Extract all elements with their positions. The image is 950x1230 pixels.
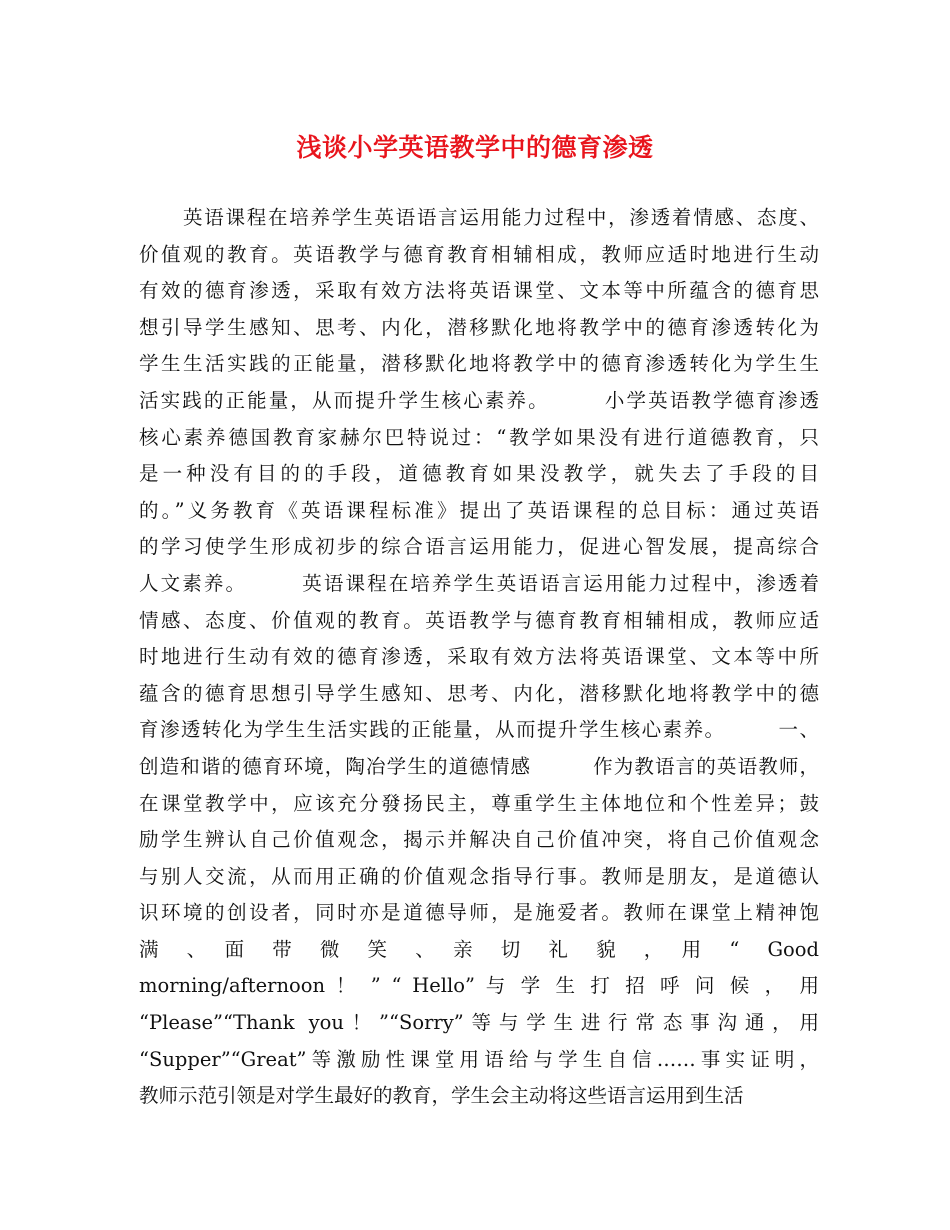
document-body — [139, 200, 819, 1115]
body-line: 识环境的创设者，同时亦是道德导师，是施爱者。教师在课堂上精神饱 — [139, 901, 819, 925]
body-line: 励学生辨认自己价值观念，揭示并解决自己价值冲突，将自己价值观念 — [139, 828, 819, 852]
body-line: 活实践的正能量，从而提升学生核心素养。 小学英语教学德育渗透 — [139, 388, 819, 412]
body-line: 时地进行生动有效的德育渗透，采取有效方法将英语课堂、文本等中所 — [139, 645, 819, 669]
body-line: 情感、态度、价值观的教育。英语教学与德育教育相辅相成，教师应适 — [139, 608, 819, 632]
body-line: 英语课程在培养学生英语语言运用能力过程中，渗透着情感、态度、 — [183, 206, 819, 229]
body-line: morning/afternoon ！ ” “ Hello” 与 学 生 打 招 呼 问 候 ， 用 — [139, 974, 819, 998]
body-line: 核心素养德国教育家赫尔巴特说过：“教学如果没有进行道德教育，只 — [139, 425, 819, 449]
body-line: 育渗透转化为学生生活实践的正能量，从而提升学生核心素养。 一、 — [139, 718, 819, 742]
body-line: 的。”义务教育《英语课程标准》提出了英语课程的总目标：通过英语 — [139, 498, 819, 522]
body-line: 满 、 面 带 微 笑 、 亲 切 礼 貌 ， 用 “ Good — [139, 937, 819, 961]
body-line: 与别人交流，从而用正确的价值观念指导行事。教师是朋友，是道德认 — [139, 864, 819, 888]
body-line: 教师示范引领是对学生最好的教育，学生会主动将这些语言运用到生活 — [139, 1084, 744, 1108]
body-line: 创造和谐的德育环境，陶冶学生的道德情感 作为教语言的英语教师， — [139, 754, 819, 778]
body-line: 是一种没有目的的手段，道德教育如果没教学，就失去了手段的目 — [139, 462, 819, 486]
body-line: 蕴含的德育思想引导学生感知、思考、内化，潜移默化地将教学中的德 — [139, 681, 819, 705]
body-line: 学生生活实践的正能量，潜移默化地将教学中的德育渗透转化为学生生 — [139, 352, 819, 376]
body-line: “Please”“Thank you！”“Sorry”等与学生进行常态事沟通，用 — [139, 1011, 819, 1035]
body-line: “Supper”“Great”等激励性课堂用语给与学生自信……事实证明， — [139, 1047, 819, 1071]
document-title: 浅谈小学英语教学中的德育渗透 — [296, 133, 654, 162]
body-line: 的学习使学生形成初步的综合语言运用能力，促进心智发展，提高综合 — [139, 535, 819, 559]
body-line: 价值观的教育。英语教学与德育教育相辅相成，教师应适时地进行生动 — [139, 242, 819, 266]
body-line: 人文素养。 英语课程在培养学生英语语言运用能力过程中，渗透着 — [139, 571, 819, 595]
body-line: 在课堂教学中，应该充分發扬民主，尊重学生主体地位和个性差异；鼓 — [139, 791, 819, 815]
body-line: 有效的德育渗透，采取有效方法将英语课堂、文本等中所蕴含的德育思 — [139, 279, 819, 303]
body-line: 想引导学生感知、思考、内化，潜移默化地将教学中的德育渗透转化为 — [139, 315, 819, 339]
